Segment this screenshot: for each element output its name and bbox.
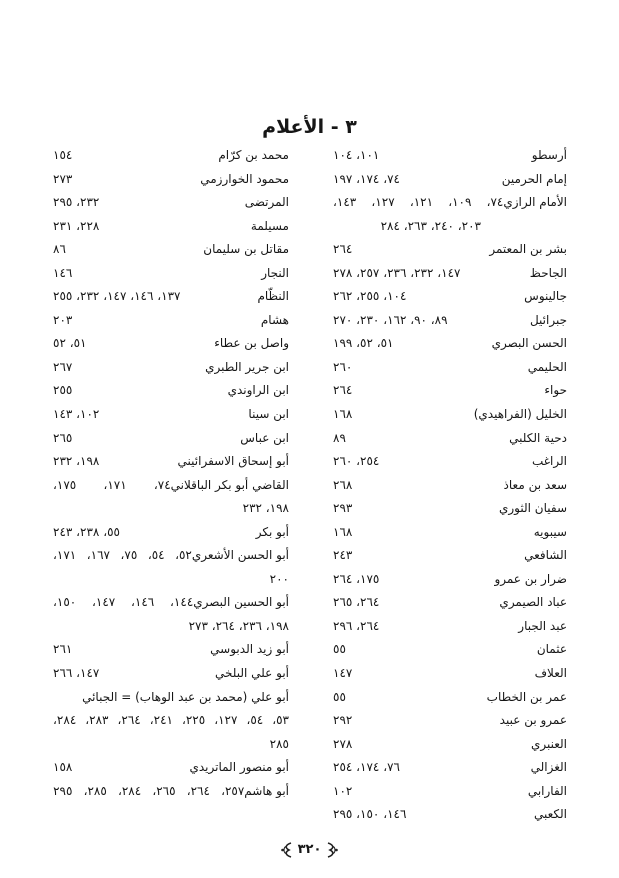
entry-name: أرسطو: [531, 148, 567, 162]
index-entry: [53, 309, 289, 333]
entry-name: ابن سينا: [248, 407, 289, 422]
entry-pages: ٢٦٥: [53, 430, 73, 445]
entry-pages: ٢٢٨، ٢٣١: [53, 218, 100, 233]
index-entry: [53, 332, 289, 356]
index-entry: [333, 474, 567, 498]
page-ref: ٢٢٥،: [181, 713, 206, 728]
entry-name: القاضي أبو بكر الباقلاني: [170, 477, 289, 492]
page-ref: ١٦٧،: [86, 548, 110, 563]
entry-pages: ٢٠٣: [53, 312, 73, 327]
entry-name: ابن الراوندي: [227, 383, 289, 398]
entry-name: جالينوس: [524, 289, 567, 304]
entry-pages: ١٩٨، ٢٣٦، ٢٦٤، ٢٧٣: [188, 618, 289, 633]
entry-pages: ٢٦٧: [53, 359, 73, 374]
index-entry: [53, 756, 289, 780]
index-entry: [53, 379, 289, 403]
page-ref: ٢٨٤،: [117, 783, 142, 798]
index-entry: [53, 450, 289, 474]
page-ref: ١٧٥،: [53, 477, 77, 492]
index-entry: [53, 262, 289, 286]
index-entry: [53, 144, 289, 168]
entry-pages: ٢٤٣: [333, 548, 353, 563]
entry-name: أبو علي البلخي: [215, 666, 289, 681]
entry-name: الشافعي: [524, 548, 567, 563]
entry-name: أبو زيد الدبوسي: [210, 642, 289, 657]
entry-name: النظّام: [257, 289, 289, 304]
entry-name: دحية الكلبي: [509, 430, 567, 445]
page-ref: ٢٨٣،: [85, 713, 109, 728]
entry-pages: ٧٤، ١٧٤، ١٩٧: [333, 171, 400, 186]
index-entry: [53, 544, 289, 568]
entry-name: واصل بن عطاء: [214, 336, 289, 351]
entry-pages: ٨٦: [53, 242, 66, 257]
index-column-right: [333, 144, 567, 827]
entry-head: [154, 474, 289, 498]
entry-pages: ٢٦٨: [333, 477, 353, 492]
entry-pages: ٢٩٣: [333, 501, 353, 516]
page-ref: ٧٥،: [120, 548, 138, 563]
entry-pages: ١٠١، ١٠٤: [333, 148, 380, 162]
entry-pages: ١٠٢، ١٤٣: [53, 407, 100, 422]
entry-pages: ٢٧٣: [53, 171, 73, 186]
page-ref: ٢٩٥: [53, 783, 73, 798]
entry-pages: ٢٠٠: [269, 571, 289, 586]
page-ref: ١٢١،: [409, 195, 434, 210]
page-ref: ٢٦٤،: [186, 783, 210, 798]
entry-pages: ٢٠٣، ٢٤٠، ٢٦٣، ٢٨٤: [380, 218, 481, 233]
entry-name: الغزالي: [530, 760, 567, 775]
index-entry-continuation: [53, 615, 289, 639]
index-entry: [53, 662, 289, 686]
index-entry: [333, 403, 567, 427]
entry-pages: ٢٩٢: [333, 713, 353, 728]
page-ref: ١٤٤،: [170, 595, 194, 610]
entry-pages: ٨٩: [333, 430, 346, 445]
page-ref: ١٤٧،: [92, 595, 116, 610]
index-entry: [53, 591, 289, 615]
index-entry: [333, 191, 567, 215]
entry-name: ابن عباس: [240, 430, 289, 445]
entry-pages: ١٤٦: [53, 265, 73, 280]
index-entry: [333, 615, 567, 639]
index-entry: [53, 638, 289, 662]
entry-pages: ٥١، ٥٢، ١٩٩: [333, 336, 394, 351]
entry-name: سيبويه: [533, 524, 567, 539]
page-ref: ٧٤،: [486, 195, 504, 210]
page-ref: ٢٨٤،: [53, 713, 77, 728]
page-ref: ٢٤١،: [149, 713, 173, 728]
entry-name: الراغب: [531, 454, 567, 469]
entry-head: [221, 780, 289, 804]
page-ref: ١٤٦،: [131, 595, 155, 610]
entry-name: الحسن البصري: [491, 336, 567, 351]
entry-name: سفيان الثوري: [498, 501, 567, 516]
entry-name: ضرار بن عمرو: [494, 571, 567, 586]
index-entry: [53, 474, 289, 498]
index-entry: [53, 521, 289, 545]
entry-pages: ١٩٨، ٢٣٢: [242, 501, 289, 516]
entry-name: مقاتل بن سليمان: [203, 242, 289, 257]
page-footer: [0, 840, 619, 860]
index-entry: [333, 803, 567, 827]
entry-pages: ١٤٧، ٢٦٦: [53, 666, 100, 681]
page-ref: ٥٢،: [175, 548, 192, 563]
page-ref: ١٥٠،: [53, 595, 77, 610]
entry-name: عباد الصيمري: [499, 595, 567, 610]
entry-pages: ١٤٧، ٢٣٢، ٢٣٦، ٢٥٧، ٢٧٨: [333, 265, 461, 280]
entry-name: عمرو بن عبيد: [499, 713, 567, 728]
page-ref: ٥٣،: [272, 713, 289, 728]
index-entry: [53, 168, 289, 192]
page-number: ٣٢٠: [297, 842, 322, 857]
entry-name: إمام الحرمين: [501, 171, 567, 186]
entry-pages: ١٥٨: [53, 760, 73, 775]
index-entry-continuation: [53, 568, 289, 592]
index-entry: [333, 309, 567, 333]
index-entry-continuation: [53, 709, 289, 733]
entry-head: [175, 544, 289, 568]
entry-pages: ٧٦، ١٧٤، ٢٥٤: [333, 760, 400, 775]
entry-pages: ١٦٨: [333, 524, 353, 539]
entry-pages: ١٩٨، ٢٣٢: [53, 454, 100, 469]
entry-name: أبو بكر: [255, 524, 289, 539]
index-entry: [53, 356, 289, 380]
entry-pages: ٥٥، ٢٣٨، ٢٤٣: [53, 524, 120, 539]
index-entry: [333, 379, 567, 403]
entry-pages: ٥٥: [333, 642, 346, 657]
index-entry: [333, 238, 567, 262]
index-entry: [53, 780, 289, 804]
index-entry: [333, 332, 567, 356]
page-ref: ٧٤،: [153, 477, 171, 492]
index-entry: [333, 144, 567, 168]
entry-name: العلاف: [534, 666, 567, 681]
page-ref: ١٧١،: [103, 477, 127, 492]
entry-name: عمر بن الخطاب: [486, 689, 567, 704]
entry-pages: ٥٥: [333, 689, 346, 704]
entry-name: الكعبي: [533, 807, 567, 822]
index-entry: [333, 568, 567, 592]
index-column-left: [53, 144, 289, 803]
entry-pages: ٢٦٠: [333, 359, 353, 374]
entry-pages: ١٠٤، ٢٥٥، ٢٦٢: [333, 289, 407, 304]
entry-name: أبو إسحاق الاسفرائيني: [177, 454, 289, 469]
entry-name: الأمام الرازي: [503, 195, 567, 210]
entry-name: العنبري: [530, 736, 567, 751]
index-entry: [333, 168, 567, 192]
entry-name: أبو الحسن الأشعري: [191, 548, 289, 563]
index-entry: [333, 544, 567, 568]
index-entry-continuation: [53, 733, 289, 757]
entry-pages: ٢٦٤، ٢٦٥: [333, 595, 380, 610]
entry-name: محمد بن كرّام: [218, 148, 289, 162]
entry-pages: ٢٨٥: [269, 736, 289, 751]
entry-pages: ٢٣٢، ٢٩٥: [53, 195, 100, 210]
index-entry: [53, 403, 289, 427]
entry-name: الحليمي: [527, 359, 567, 374]
page-ref: ٥٤،: [147, 548, 165, 563]
index-entry: [333, 497, 567, 521]
index-entry: [333, 427, 567, 451]
entry-pages: ٢٥٥: [53, 383, 73, 398]
index-entry: [333, 686, 567, 710]
entry-pages: ٢٦٤، ٢٩٦: [333, 618, 380, 633]
entry-name: الفارابي: [527, 783, 567, 798]
entry-name: أبو علي (محمد بن عبد الوهاب) = الجبائي: [82, 689, 289, 704]
page-ref: ١٤٣،: [333, 195, 357, 210]
entry-name: هشام: [260, 312, 289, 327]
entry-pages: ٢٦١: [53, 642, 73, 657]
index-entry: [333, 638, 567, 662]
entry-pages: ١٦٨: [333, 407, 353, 422]
entry-name: عبد الجبار: [518, 618, 567, 633]
entry-name: مسيلمة: [250, 218, 289, 233]
entry-pages: ٢٥٤، ٢٦٠: [333, 454, 380, 469]
entry-head: [487, 191, 567, 215]
page-ref: ١٠٩،: [448, 195, 472, 210]
entry-head: [170, 591, 289, 615]
entry-pages: ٢٦٤: [333, 242, 353, 257]
index-entry: [333, 733, 567, 757]
entry-name: عثمان: [536, 642, 567, 657]
ornate-bracket-left-icon: [280, 842, 294, 858]
entry-name: المرتضى: [244, 195, 289, 210]
page-ref: ١٧١،: [53, 548, 77, 563]
entry-name: أبو هاشم: [244, 783, 289, 798]
entry-name: الخليل (الفراهيدي): [473, 407, 567, 422]
page-ref: ١٢٧،: [214, 713, 238, 728]
entry-pages: ٢٧٨: [333, 736, 353, 751]
entry-name: جبرائيل: [529, 312, 567, 327]
entry-name: محمود الخوارزمي: [200, 171, 289, 186]
entry-pages: ٥١، ٥٢: [53, 336, 87, 351]
index-entry: [53, 191, 289, 215]
entry-pages: ١٤٧: [333, 666, 353, 681]
entry-pages: ١٧٥، ٢٦٤: [333, 571, 380, 586]
index-entry: [53, 686, 289, 710]
entry-name: النجار: [261, 265, 289, 280]
page-ref: ١٢٧،: [371, 195, 395, 210]
entry-name: ابن جرير الطبري: [205, 359, 289, 374]
index-entry: [333, 591, 567, 615]
index-entry: [333, 709, 567, 733]
index-entry: [333, 756, 567, 780]
entry-pages: ١٠٢: [333, 783, 353, 798]
page-ref: ٢٥٧،: [221, 783, 245, 798]
entry-name: أبو الحسين البصري: [193, 595, 289, 610]
entry-pages: ٢٦٤: [333, 383, 353, 398]
section-title: ٣ - الأعلام: [262, 116, 357, 138]
entry-name: حواء: [544, 383, 567, 398]
page-ref: ٢٦٤،: [117, 713, 141, 728]
page-ref: ٢٦٥،: [152, 783, 176, 798]
entry-name: بشر بن المعتمر: [489, 242, 567, 257]
index-entry: [53, 238, 289, 262]
index-entry: [333, 262, 567, 286]
entry-name: سعد بن معاذ: [503, 477, 567, 492]
entry-name: أبو منصور الماتريدي: [189, 760, 289, 775]
page-ref: ٥٤،: [246, 713, 264, 728]
entry-pages: ١٣٧، ١٤٦، ١٤٧، ٢٣٢، ٢٥٥: [53, 289, 181, 304]
entry-pages: ١٥٤: [53, 148, 73, 162]
index-entry-continuation: [53, 497, 289, 521]
index-entry: [53, 215, 289, 239]
index-entry: [333, 662, 567, 686]
index-entry: [53, 285, 289, 309]
ornate-bracket-right-icon: [325, 842, 339, 858]
index-entry: [53, 427, 289, 451]
index-entry: [333, 356, 567, 380]
entry-name: الجاحظ: [529, 265, 567, 280]
index-entry: [333, 780, 567, 804]
index-entry-continuation: [333, 215, 567, 239]
entry-pages: ١٤٦، ١٥٠، ٢٩٥: [333, 807, 407, 822]
index-entry: [333, 450, 567, 474]
index-entry: [333, 521, 567, 545]
entry-pages: ٨٩، ٩٠، ١٦٢، ٢٣٠، ٢٧٠: [333, 312, 448, 327]
index-entry: [333, 285, 567, 309]
page-ref: ٢٨٥،: [83, 783, 107, 798]
